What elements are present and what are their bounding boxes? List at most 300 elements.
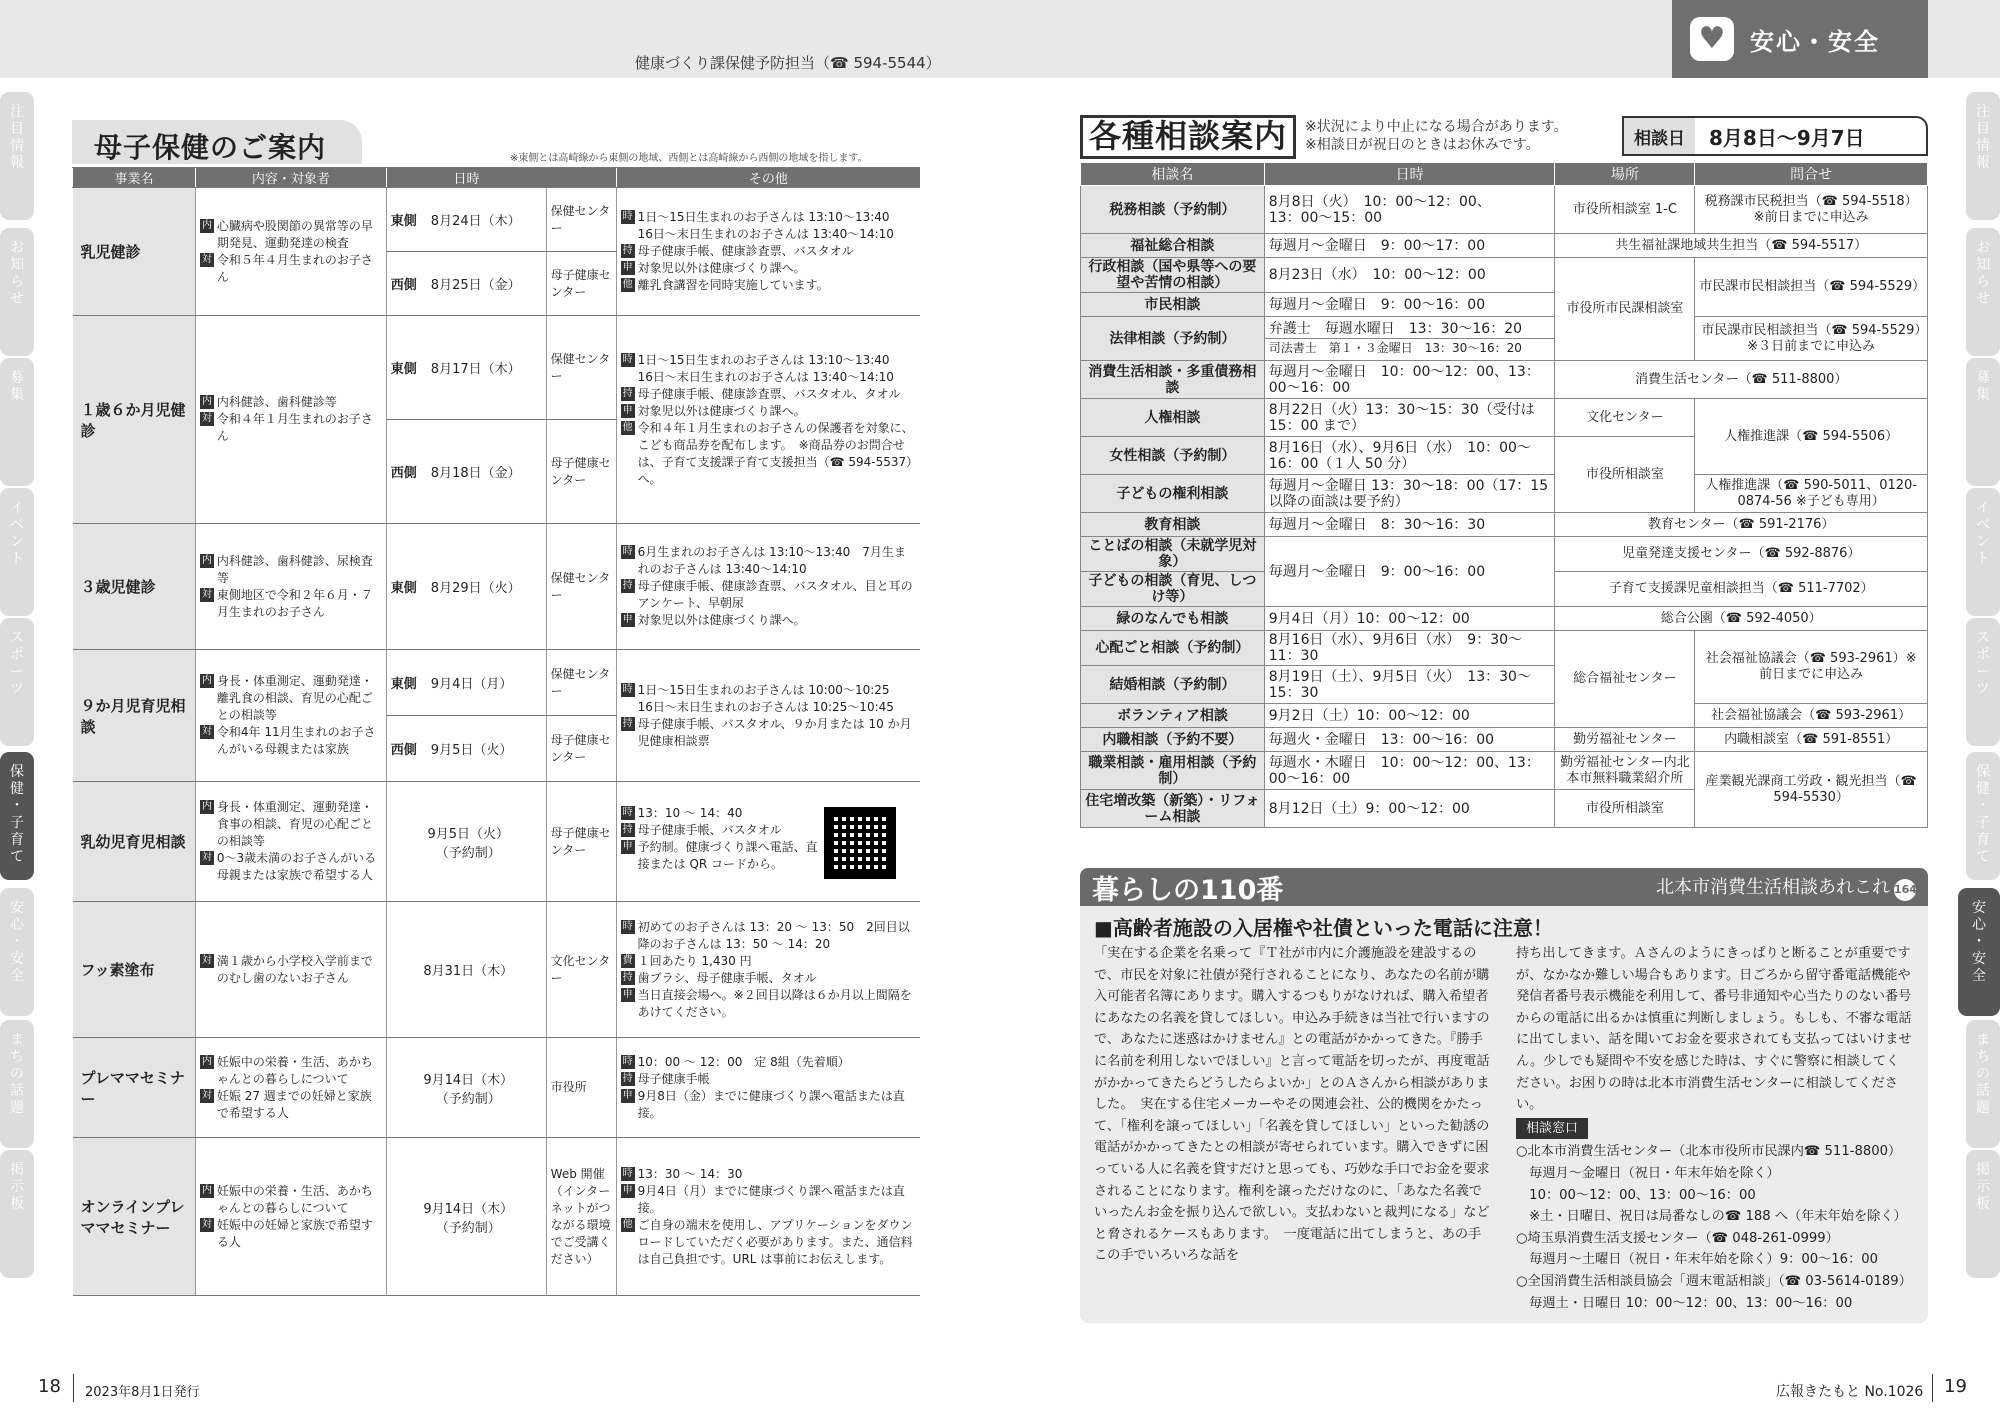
event-other [616, 1038, 920, 1138]
inquiry-line: ○北本市消費生活センター（北本市役所市民課内☎ 511-8800） [1516, 1144, 1902, 1160]
area-label: 東側 [390, 581, 417, 596]
event-date [386, 420, 546, 524]
side-tab[interactable]: お 知 ら せ [0, 228, 34, 356]
consult-name: 子どもの相談（育児、しつけ等） [1081, 572, 1265, 607]
date-text: 8月31日（木） [423, 964, 514, 979]
label-line [200, 553, 382, 587]
event-name: フッ素塗布 [73, 902, 196, 1038]
event-content [195, 782, 386, 902]
consult-place: 勤労福祉センター [1555, 728, 1695, 752]
consult-date: 8月16日（水）、9月6日（水） 10：00～16：00（１人 50 分） [1264, 437, 1555, 475]
item-tag-icon: 持 [622, 1072, 633, 1084]
item-tag-icon: 時 [622, 806, 633, 818]
item-text: 内科健診、歯科健診、尿検査等 [216, 553, 373, 585]
side-tab[interactable]: 保 健 ・ 子 育 て [1966, 752, 2000, 880]
item-text: 母子健康手帳、バスタオル、９か月または 10 か月児健康相談票 [637, 716, 912, 748]
item-text: 歯ブラシ、母子健康手帳、タオル [637, 970, 817, 985]
consult-name: 税務相談（予約制） [1081, 186, 1265, 234]
consult-contact: 市民課市民相談担当（☎ 594-5529）※３日前までに申込み [1695, 317, 1928, 361]
life-col2 [1516, 943, 1912, 1314]
item-text: 当日直接会場へ。※２回目以降は６か月以上間隔をあけてください。 [637, 987, 912, 1019]
consult-date: 8月19日（土）、9月5日（火） 13：30～15：30 [1264, 666, 1555, 704]
consult-date: 毎週月～金曜日 9：00～16：00 [1264, 537, 1555, 607]
date-text: 9月14日（木） [423, 1201, 514, 1217]
event-name: ３歳児健診 [73, 524, 196, 650]
event-name: １歳６か月児健診 [73, 316, 196, 524]
table-row [73, 524, 921, 650]
table-row [1081, 399, 1928, 437]
date-text: 9月5日（火） [430, 743, 513, 758]
life-header [1080, 868, 1928, 906]
consult-place: 市役所相談室 [1555, 437, 1695, 513]
item-tag-icon: 申 [622, 1184, 633, 1196]
footer-divider [73, 1374, 74, 1402]
consult-contact: 市民課市民相談担当（☎ 594-5529） [1695, 258, 1928, 317]
issue-date: 2023年8月1日発行 [85, 1385, 200, 1400]
label-line [621, 1071, 916, 1088]
consult-notes [1305, 118, 1568, 154]
consult-contact: 共生福祉課地域共生担当（☎ 594-5517） [1555, 234, 1928, 258]
item-text: 0～3歳未満のお子さんがいる母親または家族で希望する人 [216, 851, 377, 882]
maternal-col-header: 日時 [386, 168, 546, 188]
inquiry-line: ○全国消費生活相談員協会「週末電話相談」（☎ 03-5614-0189） [1516, 1273, 1912, 1289]
table-row [1081, 704, 1928, 728]
period-label: 相談日 [1624, 118, 1695, 154]
maternal-table [72, 167, 920, 1296]
item-text: 初めてのお子さんは 13：20 ～ 13：50 2回目以降のお子さんは 13：50 ～ 14：20 [637, 919, 910, 951]
event-content [195, 188, 386, 316]
consult-contact: 人権推進課（☎ 590-5011、0120-0874-56 ※子ども専用） [1695, 475, 1928, 513]
date-sub: （予約制） [435, 1091, 501, 1107]
table-row [73, 1138, 921, 1296]
event-date [386, 716, 546, 782]
side-tab[interactable]: 募 集 [0, 358, 34, 486]
item-tag-icon: 時 [622, 920, 633, 932]
area-label: 東側 [390, 677, 417, 692]
maternal-col-header: その他 [616, 168, 920, 188]
consult-name: 法律相談（予約制） [1081, 317, 1265, 361]
inquiry-line: 毎週月～土曜日（祝日・年末年始を除く）9：00～16：00 [1516, 1252, 1879, 1268]
consult-note: ※相談日が祝日のときはお休みです。 [1305, 137, 1540, 153]
table-row [73, 782, 921, 902]
event-date [386, 1138, 546, 1296]
event-date [386, 902, 546, 1038]
table-row [73, 650, 921, 716]
label-line [621, 612, 916, 629]
area-label: 西側 [390, 278, 417, 293]
item-text: 9月4日（月）までに健康づくり課へ電話または直接。 [637, 1183, 905, 1215]
consult-name: 心配ごと相談（予約制） [1081, 631, 1265, 666]
consult-place: 市役所相談室 1-C [1555, 186, 1695, 234]
item-text: 身長・体重測定、運動発達・食事の相談、育児の心配ごとの相談等 [216, 800, 373, 848]
item-tag-icon: 内 [201, 1055, 212, 1067]
label-line [621, 1166, 916, 1183]
life-body [1080, 943, 1928, 1314]
item-text: 予約制。健康づくり課へ電話、直接または QR コードから。 [637, 839, 818, 871]
event-place: 文化センター [546, 902, 616, 1038]
inquiry-line: ※土・日曜日、祝日は局番なしの☎ 188 へ（年末年始を除く） [1516, 1209, 1907, 1225]
consult-name: 内職相談（予約不要） [1081, 728, 1265, 752]
consult-contact: 内職相談室（☎ 591-8551） [1695, 728, 1928, 752]
consult-period [1622, 116, 1928, 156]
side-tab[interactable]: 注 目 情 報 [1966, 92, 2000, 220]
item-tag-icon: 持 [622, 971, 633, 983]
label-line [200, 587, 382, 621]
label-line [200, 673, 382, 724]
item-tag-icon: 持 [622, 387, 633, 399]
item-tag-icon: 費 [622, 954, 633, 966]
series-number-badge: 164 [1894, 879, 1916, 901]
event-name: ９か月児育児相談 [73, 650, 196, 782]
label-line [200, 850, 382, 884]
item-tag-icon: 時 [622, 683, 633, 695]
table-row [1081, 186, 1928, 234]
consult-name: 緑のなんでも相談 [1081, 607, 1265, 631]
event-place: 保健センター [546, 188, 616, 252]
item-tag-icon: 申 [622, 988, 633, 1000]
item-tag-icon: 内 [201, 554, 212, 566]
side-tab[interactable]: お 知 ら せ [1966, 228, 2000, 356]
item-tag-icon: 対 [201, 1218, 212, 1230]
event-place: 保健センター [546, 650, 616, 716]
side-tab[interactable]: 注 目 情 報 [0, 92, 34, 220]
date-text: 8月29日（火） [430, 581, 521, 596]
table-row [1081, 234, 1928, 258]
event-content [195, 650, 386, 782]
item-tag-icon: 申 [622, 404, 633, 416]
event-name: オンラインプレママセミナー [73, 1138, 196, 1296]
consult-col-header: 場所 [1555, 163, 1695, 186]
table-row [1081, 728, 1928, 752]
consult-date: 毎週月～金曜日 10：00～12：00、13：00～16：00 [1264, 361, 1555, 399]
consult-name: 子どもの権利相談 [1081, 475, 1265, 513]
footer-divider [1932, 1374, 1933, 1402]
item-text: 内科健診、歯科健診等 [216, 395, 337, 409]
date-text: 8月24日（木） [430, 214, 521, 229]
side-tab[interactable]: ま ち の 話 題 [1966, 1020, 2000, 1148]
consult-name: 住宅増改築（新築）・リフォーム相談 [1081, 790, 1265, 828]
label-line [621, 970, 916, 987]
table-row [1081, 258, 1928, 293]
side-tab[interactable]: イ ベ ン ト [0, 488, 34, 616]
table-row [73, 316, 921, 420]
label-line [621, 1054, 916, 1071]
event-other [616, 188, 920, 316]
side-tab[interactable]: ス ポ ー ツ [1966, 618, 2000, 746]
item-tag-icon: 内 [201, 396, 212, 407]
consult-contact: 産業観光課商工労政・観光担当（☎ 594-5530） [1695, 752, 1928, 828]
item-tag-icon: 持 [622, 823, 633, 835]
item-text: 13：10 ～ 14：40 [637, 805, 743, 820]
item-tag-icon: 他 [622, 1218, 633, 1230]
item-text: 母子健康手帳、バスタオル [637, 822, 782, 837]
item-text: 妊娠中の妊婦と家族で希望する人 [216, 1217, 373, 1249]
item-text: 東側地区で令和２年６月・７月生まれのお子さん [216, 587, 373, 619]
label-line [621, 544, 916, 578]
side-tab[interactable]: 安 心 ・ 安 全 [1958, 888, 2000, 1016]
item-tag-icon: 対 [201, 253, 212, 265]
item-text: 身長・体重測定、運動発達・離乳食の相談、育児の心配ごとの相談等 [216, 674, 373, 722]
date-text: 9月4日（月） [430, 677, 513, 692]
item-tag-icon: 対 [201, 726, 212, 737]
side-tab[interactable]: ま ち の 話 題 [0, 1020, 34, 1148]
item-text: 満１歳から小学校入学前までのむし歯のないお子さん [216, 953, 373, 985]
consult-place: 市役所市民課相談室 [1555, 258, 1695, 361]
item-tag-icon: 内 [201, 801, 212, 812]
consult-date: 毎週月～金曜日 13：30～18：00（17：15 以降の面談は要予約） [1264, 475, 1555, 513]
event-name: プレママセミナー [73, 1038, 196, 1138]
inquiry-list [1516, 1141, 1912, 1314]
date-line: 司法書士 第１・３金曜日 13：30～16：20 [1268, 341, 1522, 355]
maternal-col-header: 事業名 [73, 168, 196, 188]
event-place: 市役所 [546, 1038, 616, 1138]
item-text: 母子健康手帳 [637, 1071, 710, 1086]
item-tag-icon: 時 [622, 1055, 633, 1067]
event-date [386, 188, 546, 252]
item-text: 13：30 ～ 14：30 [637, 1166, 743, 1181]
consult-col-header: 相談名 [1081, 163, 1265, 186]
date-text: 9月14日（木） [423, 1072, 514, 1088]
area-label: 東側 [390, 214, 417, 229]
label-line [621, 987, 916, 1021]
side-tab[interactable]: 掲 示 板 [1966, 1150, 2000, 1278]
date-text: 9月5日（火） [427, 826, 509, 842]
item-text: 母子健康手帳、健康診査票、バスタオル、タオル [637, 386, 901, 401]
side-tab[interactable]: 募 集 [1966, 358, 2000, 486]
date-text: 8月18日（金） [430, 466, 521, 481]
date-text: 8月17日（木） [430, 362, 521, 377]
heart-icon: ♥ [1690, 17, 1734, 61]
item-tag-icon: 申 [622, 262, 633, 273]
item-text: 妊娠 27 週までの妊婦と家族で希望する人 [216, 1088, 372, 1120]
item-tag-icon: 持 [622, 580, 633, 591]
label-line [621, 805, 818, 822]
label-line [621, 578, 916, 612]
event-place: 保健センター [546, 316, 616, 420]
consult-col-header: 日時 [1264, 163, 1555, 186]
consult-name: 教育相談 [1081, 513, 1265, 537]
consult-place: 勤労福祉センター内北本市無料職業紹介所 [1555, 752, 1695, 790]
item-tag-icon: 対 [201, 954, 212, 966]
label-line [200, 953, 382, 987]
consult-date: 毎週水・木曜日 10：00～12：00、13：00～16：00 [1264, 752, 1555, 790]
item-text: 令和４年１月生まれのお子さん [216, 412, 373, 443]
event-date [386, 650, 546, 716]
item-tag-icon: 時 [622, 211, 633, 222]
table-row [1081, 752, 1928, 790]
label-line [621, 386, 916, 403]
event-content [195, 316, 386, 524]
consult-name: ボランティア相談 [1081, 704, 1265, 728]
maternal-note: ※東側とは高崎線から東側の地域、西側とは高崎線から西側の地域を指します。 [510, 153, 868, 164]
item-text: 1日～15日生まれのお子さんは 10:00～10:25 16日～末日生まれのお子さんは 10:25～10:45 [637, 682, 902, 714]
consult-contact: 社会福祉協議会（☎ 593-2961）※前日までに申込み [1695, 631, 1928, 704]
consult-date: 毎週月～金曜日 9：00～16：00 [1264, 293, 1555, 317]
consult-contact: 教育センター（☎ 591-2176） [1555, 513, 1928, 537]
event-other [616, 524, 920, 650]
event-place: 母子健康センター [546, 420, 616, 524]
label-line [200, 252, 382, 286]
consult-date [1264, 317, 1555, 361]
item-tag-icon: 持 [622, 717, 633, 729]
consult-date: 8月8日（火） 10：00～12：00、 13：00～15：00 [1264, 186, 1555, 234]
consult-name: 消費生活相談・多重債務相談 [1081, 361, 1265, 399]
side-tab[interactable]: イ ベ ン ト [1966, 488, 2000, 616]
event-place: 母子健康センター [546, 252, 616, 316]
item-text: 母子健康手帳、健康診査票、バスタオル [637, 244, 854, 258]
table-row [73, 1038, 921, 1138]
label-line [200, 1217, 382, 1251]
label-line [621, 682, 916, 716]
consult-date: 9月2日（土）10：00～12：00 [1264, 704, 1555, 728]
table-row [1081, 317, 1928, 361]
header-contact: 健康づくり課保健予防担当（☎ 594-5544） [635, 54, 941, 72]
item-text: 1日～15日生まれのお子さんは 13:10～13:40 16日～末日生まれのお子さんは 13:40～14:10 [637, 352, 902, 384]
event-date [386, 1038, 546, 1138]
consult-name: 結婚相談（予約制） [1081, 666, 1265, 704]
item-tag-icon: 他 [622, 279, 633, 290]
label-line [621, 1183, 916, 1217]
side-tab[interactable]: ス ポ ー ツ [0, 618, 34, 746]
life-110-box [1080, 868, 1928, 1323]
date-sub: （予約制） [435, 1220, 501, 1236]
maternal-col-header [546, 168, 616, 188]
table-row [1081, 631, 1928, 666]
item-text: 対象児以外は健康づくり課へ。 [637, 261, 806, 275]
inquiry-line: 毎週月～金曜日（祝日・年末年始を除く） [1516, 1165, 1780, 1181]
event-content [195, 1138, 386, 1296]
item-tag-icon: 申 [622, 1089, 633, 1101]
qr-code-icon [824, 807, 896, 879]
event-other [616, 316, 920, 524]
maternal-table-header [73, 168, 921, 188]
item-text: 妊娠中の栄養・生活、あかちゃんとの暮らしについて [216, 1183, 373, 1215]
consult-name: ことばの相談（未就学児対象） [1081, 537, 1265, 572]
item-text: 9月8日（金）までに健康づくり課へ電話または直接。 [637, 1088, 905, 1120]
item-tag-icon: 対 [201, 413, 212, 424]
item-text: 6月生まれのお子さんは 13:10～13:40 7月生まれのお子さんは 13:40～14:10 [637, 545, 906, 576]
consult-contact: 社会福祉協議会（☎ 593-2961） [1695, 704, 1928, 728]
item-tag-icon: 対 [201, 1089, 212, 1101]
maternal-title: 母子保健のご案内 [72, 120, 362, 164]
consult-date: 毎週月～金曜日 8：30～16：30 [1264, 513, 1555, 537]
consult-name: 女性相談（予約制） [1081, 437, 1265, 475]
inquiry-line: ○埼玉県消費生活支援センター（☎ 048-261-0999） [1516, 1230, 1839, 1246]
consult-date: 8月23日（水） 10：00～12：00 [1264, 258, 1555, 293]
consult-contact: 児童発達支援センター（☎ 592-8876） [1555, 537, 1928, 572]
table-row [1081, 361, 1928, 399]
life-series [1656, 873, 1916, 901]
life-col1: 「実在する企業を名乗って『Ｔ社が市内に介護施設を建設するので、市民を対象に社債が発行されることになり、あなたの名前が購入可能者名簿にあります。購入するつもりがなければ、購入希望者にあなたの名義を貸してほしい。申込み手続きは当社で行いますので、あなたに迷惑はかけません』との電話がかかってきた。『勝手に名前を利用しないでほしい』と言って電話を切ったが、再度電話がかかってきたらどうしたらよいか」とのＡさんから相談がありました。 実在する住宅メーカーやその関連会社、公的機関をかたって、「権利を譲ってほしい」「名義を貸してほしい」といった勧誘の電話がかかってきたとの相談が寄せられています。購入できずに困っている人に名義を貸すだけと思っても、巧妙な手口でお金を要求されることになります。権利を譲っただけなのに、「あなた名義でいったんお金を振り込んで欲しい。支払わないと裁判になる」などと脅されるケースもあります。 一度電話に出てしまうと、あの手この手でいろいろな話を [1094, 946, 1490, 1264]
event-other [616, 1138, 920, 1296]
item-tag-icon: 申 [622, 840, 633, 852]
table-row [1081, 537, 1928, 572]
item-text: 妊娠中の栄養・生活、あかちゃんとの暮らしについて [216, 1054, 373, 1086]
event-name: 乳児健診 [73, 188, 196, 316]
event-other [616, 782, 920, 902]
consult-table-header [1081, 163, 1928, 186]
inquiry-line: 10：00～12：00、13：00～16：00 [1516, 1187, 1756, 1203]
event-date [386, 252, 546, 316]
event-place: 母子健康センター [546, 782, 616, 902]
label-line [200, 799, 382, 850]
label-line [621, 403, 916, 420]
label-line [621, 277, 916, 294]
consult-place: 総合福祉センター [1555, 631, 1695, 728]
item-tag-icon: 内 [201, 219, 212, 231]
consult-place: 文化センター [1555, 399, 1695, 437]
consult-contact: 消費生活センター（☎ 511-8800） [1555, 361, 1928, 399]
table-row [1081, 475, 1928, 513]
item-text: 対象児以外は健康づくり課へ。 [637, 613, 806, 627]
consult-contact: 税務課市民税担当（☎ 594-5518）※前日までに申込み [1695, 186, 1928, 234]
label-line [621, 352, 916, 386]
table-row [1081, 513, 1928, 537]
side-tab[interactable]: 安 心 ・ 安 全 [0, 888, 34, 1016]
item-tag-icon: 対 [201, 588, 212, 600]
maternal-col-header: 内容・対象者 [195, 168, 386, 188]
item-text: 令和４年１月生まれのお子さんの保護者を対象に、こども商品券を配布します。 ※商品券のお問合せは、子育て支援課子育て支援担当（☎ 594-5537）へ。 [637, 420, 914, 486]
item-text: 10：00 ～ 12：00 定 8組（先着順） [637, 1054, 850, 1069]
section-header [1672, 0, 1928, 78]
side-tab[interactable]: 保 健 ・ 子 育 て [0, 752, 34, 880]
consult-contact: 総合公園（☎ 592-4050） [1555, 607, 1928, 631]
item-text: 母子健康手帳、健康診査票、バスタオル、目と耳のアンケート、早朝尿 [637, 579, 913, 610]
consult-name: 市民相談 [1081, 293, 1265, 317]
event-date [386, 316, 546, 420]
consult-contact: 子育て支援課児童相談担当（☎ 511-7702） [1555, 572, 1928, 607]
label-line [621, 243, 916, 260]
section-title: 安心・安全 [1750, 27, 1880, 56]
consult-date: 8月22日（火）13：30～15：30（受付は 15：00 まで） [1264, 399, 1555, 437]
label-line [621, 420, 916, 488]
item-tag-icon: 時 [622, 546, 633, 557]
event-place: 保健センター [546, 524, 616, 650]
consult-col-header: 問合せ [1695, 163, 1928, 186]
label-line [200, 411, 382, 445]
item-tag-icon: 時 [622, 353, 633, 365]
event-other [616, 650, 920, 782]
side-tab[interactable]: 掲 示 板 [0, 1150, 34, 1278]
event-other [616, 902, 920, 1038]
consult-date: 毎週月～金曜日 9：00～17：00 [1264, 234, 1555, 258]
item-tag-icon: 他 [622, 421, 633, 433]
inquiry-line: 毎週土・日曜日 10：00～12：00、13：00～16：00 [1516, 1295, 1853, 1311]
event-date [386, 524, 546, 650]
label-line [621, 716, 916, 750]
label-line [200, 394, 382, 411]
label-line [621, 209, 916, 243]
item-tag-icon: 内 [201, 1184, 212, 1196]
item-text: 令和５年４月生まれのお子さん [216, 252, 373, 284]
date-text: 8月25日（金） [430, 278, 521, 293]
life-col2-text: 持ち出してきます。Ａさんのようにきっぱりと断ることが重要ですが、なかなか難しい場合もあります。日ごろから留守番電話機能や発信者番号表示機能を利用して、番号非通知や心当たりのない番号からの電話に出るかは慎重に判断しましょう。もしも、不審な電話に出てしまい、話を聞いてお金を要求されても支払ってはいけません。少しでも疑問や不安を感じた時は、すぐに警察に相談してください。お困りの時は北本市消費生活センターに相談してください。 [1516, 946, 1912, 1113]
label-line [621, 953, 916, 970]
life-headline: ■高齢者施設の入居権や社債といった電話に注意！ [1094, 916, 1553, 940]
item-tag-icon: 持 [622, 245, 633, 256]
table-row [73, 902, 921, 1038]
period-value: 8月8日～9月7日 [1709, 125, 1865, 150]
inquiry-label: 相談窓口 [1516, 1118, 1588, 1140]
label-line [200, 1183, 382, 1217]
date-sub: （予約制） [435, 845, 501, 861]
item-text: ご自身の端末を使用し、アプリケーションをダウンロードしていただく必要があります。また、通信料は自己負担です。URL は事前にお伝えします。 [637, 1217, 913, 1266]
item-text: 1日～15日生まれのお子さんは 13:10～13:40 16日～末日生まれのお子さんは 13:40～14:10 [637, 210, 902, 241]
consult-name: 行政相談（国や県等への要望や苦情の相談） [1081, 258, 1265, 293]
label-line [621, 919, 916, 953]
consult-date: 9月4日（月）10：00～12：00 [1264, 607, 1555, 631]
item-text: 離乳食講習を同時実施しています。 [637, 278, 829, 292]
